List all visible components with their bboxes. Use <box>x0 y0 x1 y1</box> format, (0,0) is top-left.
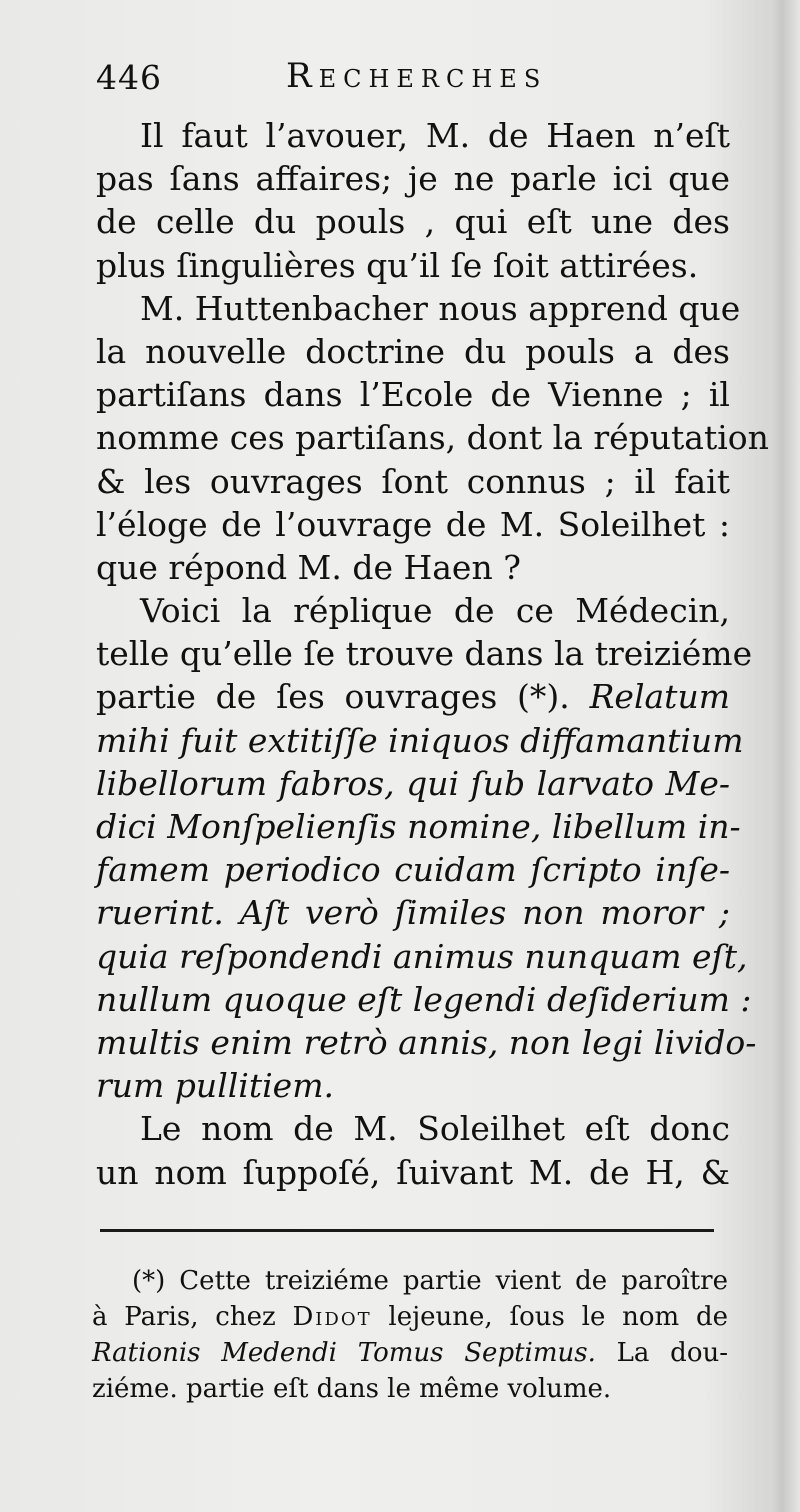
footnote-segment: à Paris, chez <box>92 1302 276 1332</box>
latin-quote-start: Relatum <box>589 677 730 717</box>
text-line: de celle du pouls , qui eſt une des <box>96 202 730 242</box>
text-line: pas ſans affaires; je ne parle ici que <box>96 159 730 199</box>
text-line <box>96 675 730 718</box>
footnote-line <box>92 1299 728 1335</box>
latin-line: quia reſpondendi animus nunquam eſt, <box>96 936 748 976</box>
text-line: & les ouvrages ſont connus ; il fait <box>96 461 730 501</box>
latin-line: libellorum fabros, qui ſub larvato Me- <box>96 763 730 803</box>
text-line: la nouvelle doctrine du pouls a des <box>96 331 730 371</box>
footnote-line: ziéme. partie eſt dans le même volume. <box>92 1374 612 1404</box>
footnote <box>92 1263 728 1407</box>
latin-line: dici Monſpelienſis nomine, libellum in- <box>96 807 741 846</box>
latin-line: mihi fuit extitiſſe iniquos diffamantium <box>96 720 744 760</box>
latin-line: famem periodico cuidam ſcripto inſe- <box>96 850 730 890</box>
footnote-segment: lejeune, ſous le nom de <box>388 1302 729 1332</box>
latin-line: multis enim retrò annis, non legi livido- <box>96 1022 757 1062</box>
publisher-name: Didot <box>292 1302 372 1332</box>
text-line: telle qu’elle ſe trouve dans la treiziéme <box>96 634 753 674</box>
text-line: M. Huttenbacher nous apprend que <box>140 288 741 328</box>
text-line: Il faut l’avouer, M. de Haen n’eſt <box>140 116 730 155</box>
footnote-line <box>92 1335 728 1371</box>
latin-line: rum pullitiem. <box>96 1066 334 1106</box>
footnote-segment: La dou- <box>616 1338 728 1368</box>
latin-line: nullum quoque eſt legendi deſiderium : <box>96 979 752 1019</box>
latin-line: ruerint. Aſt verò ſimiles non moror ; <box>96 893 730 933</box>
main-text <box>96 114 769 1194</box>
running-title: Recherches <box>286 56 548 96</box>
text-line: l’éloge de l’ouvrage de M. Soleilhet : <box>96 504 730 544</box>
page-edge-shadow <box>770 0 800 1512</box>
book-title: Rationis Medendi Tomus Septimus. <box>92 1338 596 1368</box>
text-line: Voici la réplique de ce Médecin, <box>140 591 730 631</box>
text-line: plus ſingulières qu’il ſe ſoit attirées. <box>96 245 699 285</box>
text-line: partiſans dans l’Ecole de Vienne ; il <box>96 375 730 415</box>
text-line: Le nom de M. Soleilhet eſt donc <box>140 1109 730 1149</box>
text-line: nomme ces partiſans, dont la réputation <box>96 418 769 458</box>
running-head <box>96 58 736 98</box>
page-number: 446 <box>96 58 162 97</box>
text-segment: partie de ſes ouvrages (*). <box>96 677 570 717</box>
footnote-line: (*) Cette treiziéme partie vient de paroître <box>132 1266 728 1296</box>
text-line: que répond M. de Haen ? <box>96 547 521 587</box>
footnote-rule <box>100 1229 714 1232</box>
text-line: un nom ſuppoſé, ſuivant M. de H, & <box>96 1152 730 1192</box>
